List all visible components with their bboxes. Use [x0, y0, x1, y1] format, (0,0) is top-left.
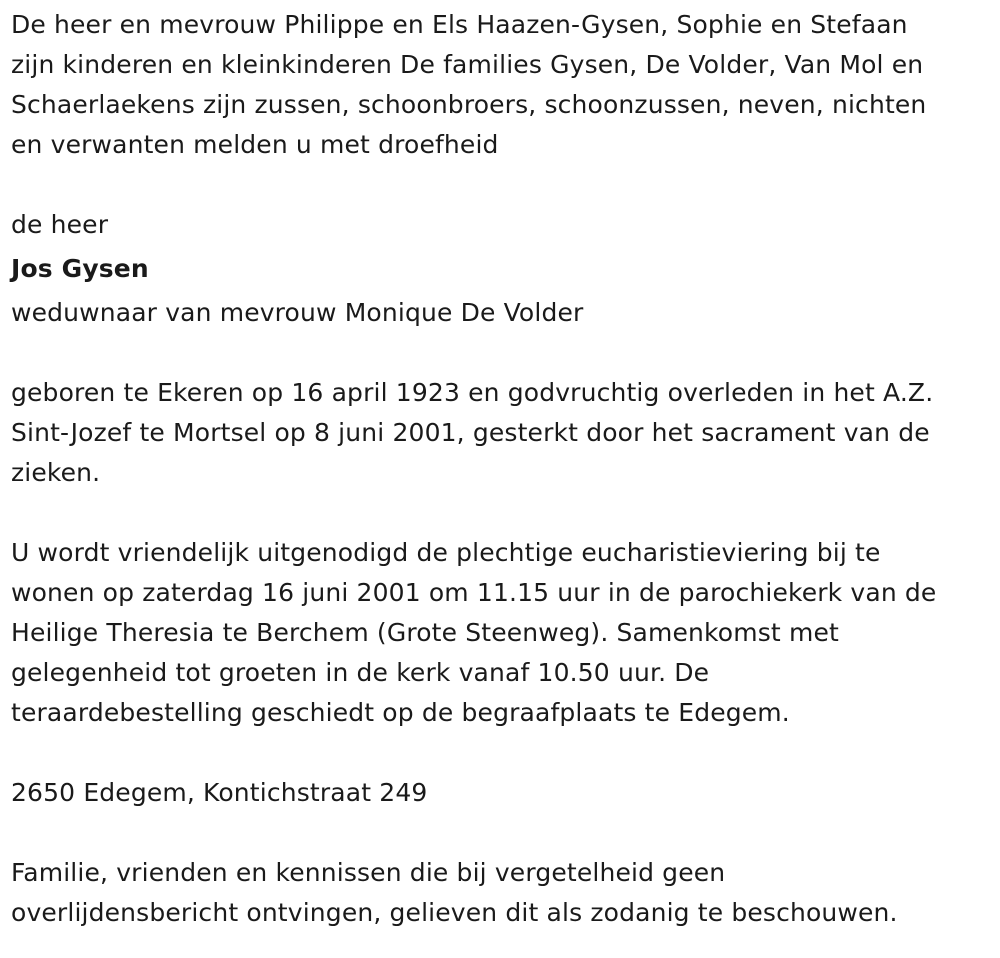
intro-paragraph: De heer en mevrouw Philippe en Els Haazen-Gysen, Sophie en Stefaan zijn kinderen en kleinkinderen De families Gysen, De Volder, Van Mol en Schaerlaekens zijn zussen, schoonbroers, schoonzussen, neven, nichten en verwanten melden u met droefheid: [11, 10, 927, 159]
spacer: [11, 493, 991, 533]
closing-paragraph: Familie, vrienden en kennissen die bij vergetelheid geen overlijdensbericht ontvingen, gelieven dit als zodanig te beschouwen.: [11, 858, 898, 927]
ceremony-paragraph: U wordt vriendelijk uitgenodigd de plechtige eucharistieviering bij te wonen op zaterdag 16 juni 2001 om 11.15 uur in de parochiekerk van de Heilige Theresia te Berchem (Grote Steenweg). Samenkomst met gelegenheid tot groeten in de kerk vanaf 10.50 uur. De teraardebestelling geschiedt op de begraafplaats te Edegem.: [11, 538, 937, 727]
address-line: 2650 Edegem, Kontichstraat 249: [11, 778, 428, 807]
birth-death-paragraph: geboren te Ekeren op 16 april 1923 en godvruchtig overleden in het A.Z. Sint-Jozef te Mortsel op 8 juni 2001, gesterkt door het sacrament van de zieken.: [11, 378, 934, 487]
spacer: [11, 733, 991, 773]
spacer: [11, 165, 991, 205]
spacer: [11, 813, 991, 853]
relation-line: weduwnaar van mevrouw Monique De Volder: [11, 298, 584, 327]
honorific: de heer: [11, 210, 109, 239]
spacer: [11, 333, 991, 373]
obituary-notice: [11, 5, 991, 933]
deceased-name: Jos Gysen: [11, 254, 149, 283]
